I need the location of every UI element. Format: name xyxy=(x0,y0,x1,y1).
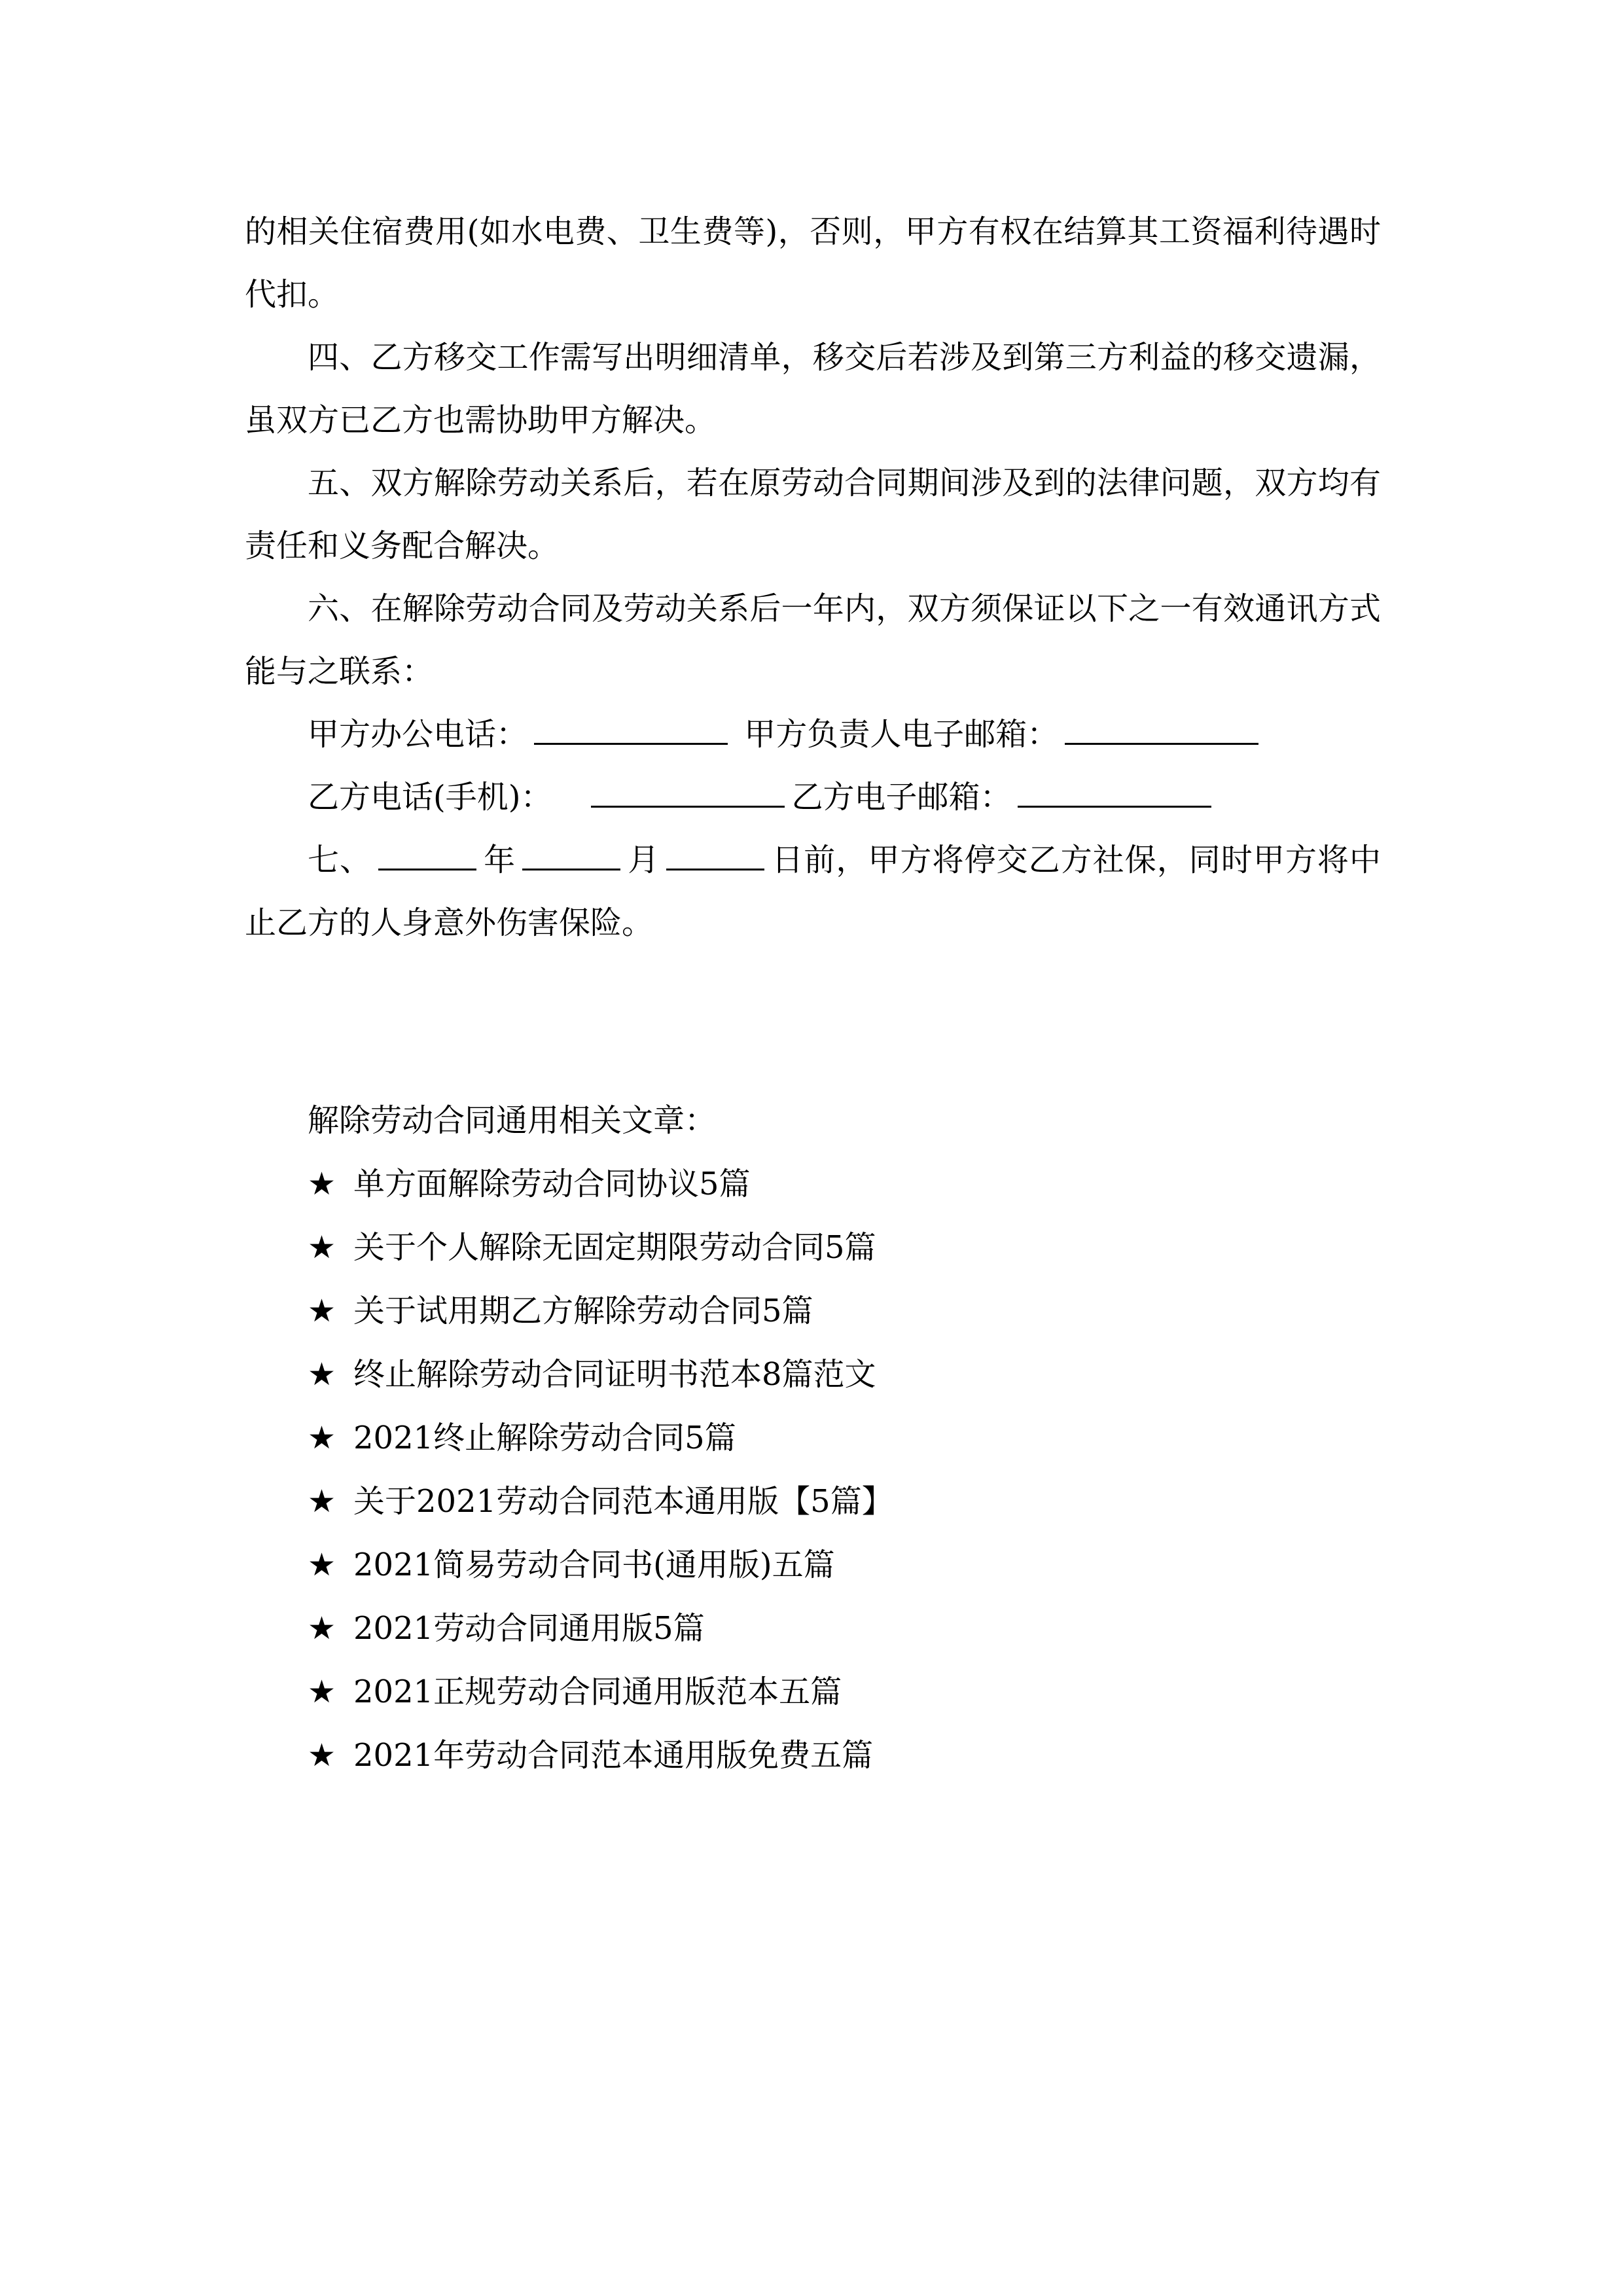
clause-four: 四、乙方移交工作需写出明细清单，移交后若涉及到第三方利益的移交遗漏，虽双方已乙方也需协助甲方解决。 xyxy=(245,339,1381,439)
related-article-item[interactable] xyxy=(308,1153,893,1216)
related-article-item[interactable] xyxy=(308,1216,893,1280)
related-article-item[interactable] xyxy=(308,1343,893,1407)
related-article-item[interactable] xyxy=(308,1597,893,1660)
related-article-link[interactable]: 关于个人解除无固定期限劳动合同5篇 xyxy=(353,1229,876,1266)
related-article-item[interactable] xyxy=(308,1724,893,1787)
month-label: 月 xyxy=(627,842,660,878)
related-article-item[interactable] xyxy=(308,1534,893,1597)
star-icon: ★ xyxy=(308,1547,336,1583)
related-article-item[interactable] xyxy=(308,1470,893,1534)
day-blank xyxy=(666,834,764,870)
party-a-phone-blank xyxy=(534,709,728,745)
clause-five: 五、双方解除劳动关系后，若在原劳动合同期间涉及到的法律问题，双方均有责任和义务配合解决。 xyxy=(245,465,1381,564)
party-a-email-blank xyxy=(1065,709,1258,745)
related-article-link[interactable]: 2021终止解除劳动合同5篇 xyxy=(353,1420,736,1456)
star-icon: ★ xyxy=(308,1737,336,1774)
contract-body xyxy=(245,200,1381,954)
star-icon: ★ xyxy=(308,1483,336,1520)
related-articles xyxy=(308,1089,893,1787)
related-articles-title: 解除劳动合同通用相关文章： xyxy=(308,1102,717,1139)
related-article-link[interactable]: 2021劳动合同通用版5篇 xyxy=(353,1610,705,1647)
star-icon: ★ xyxy=(308,1420,336,1456)
related-article-link[interactable]: 2021年劳动合同范本通用版免费五篇 xyxy=(353,1737,874,1774)
year-blank xyxy=(378,834,476,870)
clause-seven-text: 日前，甲方将停交乙方社保，同时甲方将中止乙方的人身意外伤害保险。 xyxy=(245,842,1381,941)
clause-six: 六、在解除劳动合同及劳动关系后一年内，双方须保证以下之一有效通讯方式能与之联系： xyxy=(245,590,1381,690)
related-article-link[interactable]: 终止解除劳动合同证明书范本8篇范文 xyxy=(353,1356,876,1393)
year-label: 年 xyxy=(483,842,516,878)
clause-seven xyxy=(245,829,1381,954)
party-b-phone-blank xyxy=(591,772,785,808)
star-icon: ★ xyxy=(308,1229,336,1266)
party-b-email-label: 乙方电子邮箱： xyxy=(791,779,1012,816)
related-article-link[interactable]: 2021正规劳动合同通用版范本五篇 xyxy=(353,1674,842,1710)
party-a-email-label: 甲方负责人电子邮箱： xyxy=(744,716,1059,753)
related-article-item[interactable] xyxy=(308,1660,893,1724)
party-b-contact-line xyxy=(245,766,1381,829)
star-icon: ★ xyxy=(308,1610,336,1647)
paragraph-continuation: 的相关住宿费用(如水电费、卫生费等)，否则，甲方有权在结算其工资福利待遇时代扣。 xyxy=(245,213,1381,313)
related-article-link[interactable]: 2021简易劳动合同书(通用版)五篇 xyxy=(353,1547,835,1583)
related-article-item[interactable] xyxy=(308,1280,893,1343)
related-articles-list xyxy=(308,1153,893,1787)
related-article-link[interactable]: 关于试用期乙方解除劳动合同5篇 xyxy=(353,1293,813,1329)
party-b-phone-label: 乙方电话(手机)： xyxy=(308,779,552,816)
star-icon: ★ xyxy=(308,1356,336,1393)
star-icon: ★ xyxy=(308,1293,336,1329)
related-article-item[interactable] xyxy=(308,1407,893,1470)
star-icon: ★ xyxy=(308,1166,336,1202)
party-a-phone-label: 甲方办公电话： xyxy=(308,716,528,753)
party-a-contact-line xyxy=(245,703,1381,766)
related-article-link[interactable]: 关于2021劳动合同范本通用版【5篇】 xyxy=(353,1483,893,1520)
related-article-link[interactable]: 单方面解除劳动合同协议5篇 xyxy=(353,1166,751,1202)
month-blank xyxy=(522,834,620,870)
star-icon: ★ xyxy=(308,1674,336,1710)
party-b-email-blank xyxy=(1018,772,1211,808)
clause-seven-prefix: 七、 xyxy=(308,842,372,878)
